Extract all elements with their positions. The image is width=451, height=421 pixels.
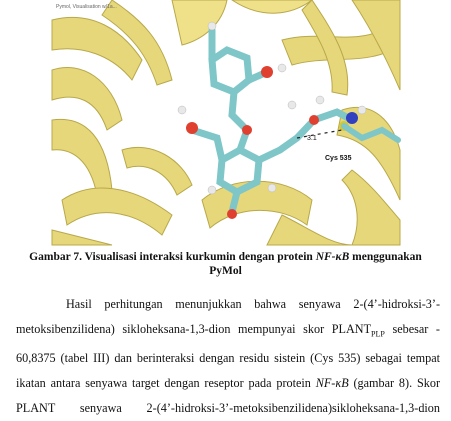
text-span: ikatan antara senyawa target dengan reseptor pada protein: [16, 376, 316, 391]
protein-ligand-render: [52, 0, 400, 245]
molecular-visualization-figure: [52, 0, 400, 245]
paragraph-line-cut: PLANT senyawa 2-(4’-hidroksi-3’-metoksibenzilidena)sikloheksana-1,3-dion: [16, 401, 440, 416]
text-span: metoksibenzilidena) sikloheksana-1,3-dion mempunyai skor PLANT: [16, 322, 372, 336]
paragraph-line: [16, 371, 440, 396]
paragraph-line: 60,8375 (tabel III) dan berinteraksi dengan residu sistein (Cys 535) sebagai tempat: [16, 351, 440, 366]
text-span: (gambar 8). Skor: [348, 376, 440, 391]
caption-text-end: menggunakan: [349, 251, 422, 263]
viewer-overlay-text: Pymol, Visualisation w/1a...: [56, 4, 117, 10]
paragraph-line: [16, 317, 440, 346]
paragraph-line: Hasil perhitungan menunjukkan bahwa senyawa 2-(4’-hidroksi-3’-: [66, 297, 440, 311]
text-span: sebesar -: [384, 322, 440, 336]
distance-label: 3.1: [307, 135, 317, 142]
figure-caption: [20, 250, 431, 278]
body-paragraph: [16, 292, 440, 416]
caption-protein-name: NF-κB: [315, 251, 350, 263]
protein-name: NF-κB: [315, 376, 349, 391]
caption-text: Gambar 7. Visualisasi interaksi kurkumin dengan protein: [29, 251, 316, 263]
caption-tool-name: PyMol: [209, 265, 242, 277]
plp-subscript: PLP: [371, 329, 385, 339]
residue-label: Cys 535: [325, 155, 352, 162]
